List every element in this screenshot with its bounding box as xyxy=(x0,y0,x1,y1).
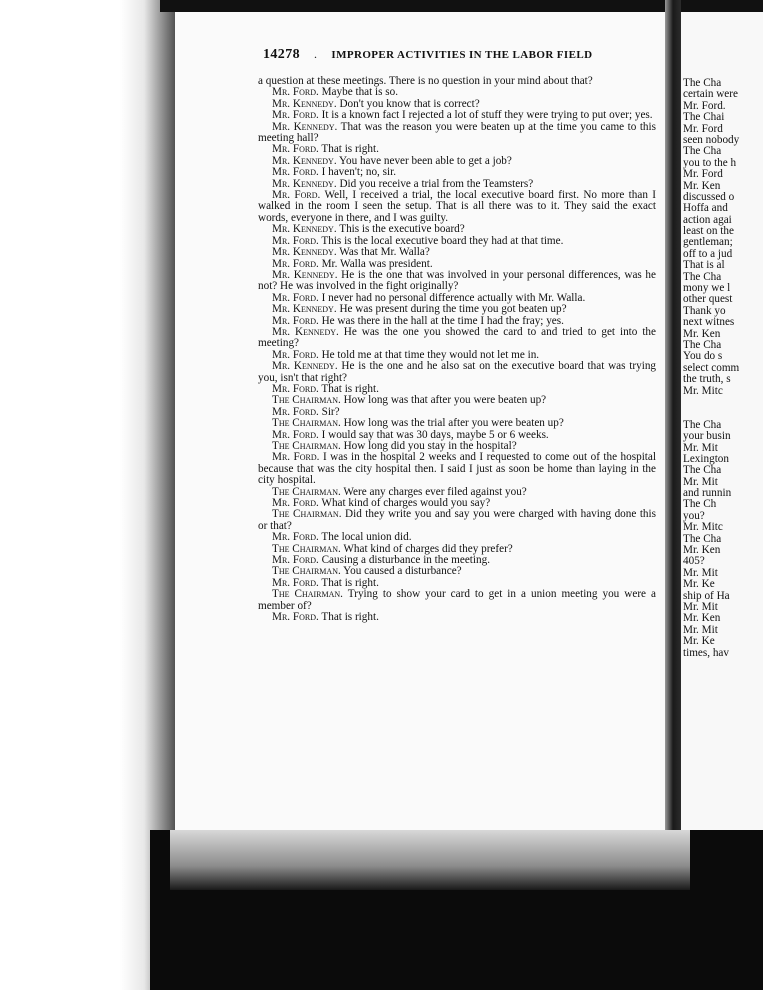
speaker-name: Mr. Ford. xyxy=(272,86,319,99)
right-page-line: Mr. Mit xyxy=(683,624,718,636)
speech-text: Causing a disturbance in the meeting. xyxy=(318,554,490,567)
right-page-line: Mr. Mitc xyxy=(683,522,723,534)
right-page-line: you to the h xyxy=(683,157,737,169)
running-title: IMPROPER ACTIVITIES IN THE LABOR FIELD xyxy=(331,49,593,61)
speaker-name: Mr. Kennedy. xyxy=(272,223,337,236)
speech-text: Were any charges ever filed against you? xyxy=(340,485,527,498)
right-page-line: The Cha xyxy=(683,146,722,158)
right-page-line: certain were xyxy=(683,89,738,101)
right-page-line: Mr. Ford xyxy=(683,169,723,181)
right-page-line: Mr. Mit xyxy=(683,567,718,579)
right-page-line: times, hav xyxy=(683,647,729,659)
testimony-paragraph xyxy=(258,589,656,612)
testimony-paragraph xyxy=(258,509,656,532)
right-page-line: other quest xyxy=(683,294,733,306)
testimony-paragraph xyxy=(258,122,656,145)
speech-text: That is right. xyxy=(318,382,379,395)
testimony-column xyxy=(258,76,656,624)
speaker-name: Mr. Ford. xyxy=(272,382,319,395)
speech-text: This is the executive board? xyxy=(336,223,465,236)
right-page-line: The Cha xyxy=(683,78,722,89)
speaker-name: Mr. Ford. xyxy=(272,166,319,179)
speech-text: I haven't; no, sir. xyxy=(318,166,397,179)
testimony-paragraph xyxy=(258,361,656,384)
speech-text: Don't you know that is correct? xyxy=(336,97,480,110)
speaker-name: Mr. Ford. xyxy=(272,405,319,418)
right-page-line: The Cha xyxy=(683,271,722,283)
speaker-name: Mr. Ford. xyxy=(272,143,319,156)
speech-text: It is a known fact I rejected a lot of stuff they were trying to put over; yes. xyxy=(318,109,653,122)
page-edge-shadow xyxy=(170,830,690,890)
speaker-name: Mr. Ford. xyxy=(272,234,319,247)
speaker-name: The Chairman. xyxy=(272,542,341,555)
right-page-line: The Cha xyxy=(683,465,722,477)
speaker-name: Mr. Ford. xyxy=(272,531,319,544)
speech-text: How long was that after you were beaten up? xyxy=(340,394,547,407)
speech-text: That was the reason you were beaten up at the time you came to this meeting hall? xyxy=(258,120,656,145)
right-page-line: discussed o xyxy=(683,191,735,203)
right-page-line: Mr. Ken xyxy=(683,180,721,192)
speaker-name: Mr. Ford. xyxy=(272,428,319,441)
speech-text: The local union did. xyxy=(318,531,412,544)
right-page-line: Mr. Mit xyxy=(683,476,718,488)
right-page-line: Mr. Ke xyxy=(683,579,715,591)
right-page-line xyxy=(683,397,763,408)
speech-text: I would say that was 30 days, maybe 5 or 6 weeks. xyxy=(318,428,549,441)
speaker-name: The Chairman. xyxy=(272,394,341,407)
speech-text: Did you receive a trial from the Teamsters? xyxy=(336,177,534,190)
speech-text: What kind of charges did they prefer? xyxy=(340,542,513,555)
page-number: 14278 xyxy=(263,47,300,62)
speaker-name: The Chairman. xyxy=(272,508,342,521)
speech-text: Well, I received a trial, the local executive board first. No more than I walked in the room I seen the setup. That is all there was to it. They said the exact words, everyone in there, and I was guilty. xyxy=(258,189,656,224)
right-page-line: 405? xyxy=(683,556,705,568)
speaker-name: Mr. Ford. xyxy=(272,497,319,510)
right-page-line: That is al xyxy=(683,260,725,272)
speech-text: That is right. xyxy=(318,576,379,589)
speaker-name: Mr. Kennedy. xyxy=(272,154,337,167)
right-page-line: Mr. Mitc xyxy=(683,385,723,397)
right-page-line: Mr. Ken xyxy=(683,328,721,340)
right-page-line: The Cha xyxy=(683,533,722,545)
speaker-name: Mr. Ford. xyxy=(272,348,319,361)
right-page-line: Mr. Ken xyxy=(683,545,721,557)
right-page-line: The Cha xyxy=(683,339,722,351)
speech-text: How long was the trial after you were beaten up? xyxy=(340,417,564,430)
speech-text: He is the one that was involved in your personal differences, was he not? He was involved in the fight originally? xyxy=(258,268,656,293)
speech-text: Trying to show your card to get in a union meeting you were a member of? xyxy=(258,588,656,612)
testimony-paragraph xyxy=(258,270,656,293)
speaker-name: Mr. Ford. xyxy=(272,257,319,270)
speech-text: a question at these meetings. There is no question in your mind about that? xyxy=(258,75,593,87)
speaker-name: Mr. Ford. xyxy=(272,576,319,589)
right-page-line: Mr. Ken xyxy=(683,613,721,625)
speaker-name: Mr. Ford. xyxy=(272,314,319,327)
right-page-line: Thank yo xyxy=(683,305,726,317)
speech-text: He was there in the hall at the time I had the fray; yes. xyxy=(318,314,564,327)
right-page-line: and runnin xyxy=(683,488,732,500)
right-page-line: off to a jud xyxy=(683,248,733,260)
running-head xyxy=(263,47,663,63)
header-separator: . xyxy=(314,47,318,61)
right-page-line: the truth, s xyxy=(683,374,731,386)
speaker-name: Mr. Ford. xyxy=(272,611,319,624)
speaker-name: Mr. Kennedy. xyxy=(272,177,337,190)
speech-text: He was present during the time you got beaten up? xyxy=(336,303,567,316)
right-page-line: action agai xyxy=(683,214,732,226)
right-page-line: ship of Ha xyxy=(683,590,730,602)
right-page-line: mony we l xyxy=(683,283,731,295)
speech-text: He told me at that time they would not let me in. xyxy=(318,348,540,361)
speech-text: You have never been able to get a job? xyxy=(336,154,512,167)
speaker-name: The Chairman. xyxy=(272,440,341,452)
speaker-name: Mr. Kennedy. xyxy=(272,325,339,338)
right-page-line: The Cha xyxy=(683,419,722,431)
speech-text: I never had no personal difference actually with Mr. Walla. xyxy=(318,291,586,304)
right-page-text-fragments xyxy=(683,78,763,659)
right-page-line: Mr. Ke xyxy=(683,636,715,648)
speaker-name: Mr. Kennedy. xyxy=(272,120,338,133)
speech-text: Did they write you and say you were charged with having done this or that? xyxy=(258,508,656,532)
testimony-paragraph xyxy=(258,612,656,623)
speech-text: Mr. Walla was president. xyxy=(318,257,433,270)
right-page-line: You do s xyxy=(683,351,723,363)
right-page-line: gentleman; xyxy=(683,237,733,249)
right-page-line: The Ch xyxy=(683,499,717,511)
right-page-line: The Chai xyxy=(683,112,725,124)
speaker-name: The Chairman. xyxy=(272,588,343,601)
right-page-line: next witnes xyxy=(683,317,735,329)
speaker-name: Mr. Kennedy. xyxy=(272,303,337,316)
speech-text: Sir? xyxy=(318,405,340,418)
speech-text: Maybe that is so. xyxy=(318,86,399,99)
speech-text: That is right. xyxy=(318,611,379,624)
right-page-line: select comm xyxy=(683,362,740,374)
testimony-paragraph xyxy=(258,190,656,224)
speaker-name: The Chairman. xyxy=(272,565,341,578)
speaker-name: Mr. Ford. xyxy=(272,291,319,304)
speech-text: That is right. xyxy=(318,143,379,156)
speaker-name: Mr. Ford. xyxy=(272,189,321,202)
right-page-line: Mr. Mit xyxy=(683,601,718,613)
testimony-paragraph xyxy=(258,327,656,350)
speaker-name: Mr. Ford. xyxy=(272,554,319,567)
speaker-name: Mr. Ford. xyxy=(272,109,319,122)
speaker-name: The Chairman. xyxy=(272,485,341,498)
right-page-line: Hoffa and xyxy=(683,203,728,215)
right-page-line: you? xyxy=(683,510,705,522)
right-page-line: Mr. Mit xyxy=(683,442,718,454)
right-page-line: seen nobody xyxy=(683,134,740,146)
speech-text: I was in the hospital 2 weeks and I requested to come out of the hospital because that was the city hospital then. I said I just as soon be home than laying in the city hospital. xyxy=(258,451,656,487)
right-page-line: Mr. Ford xyxy=(683,123,723,135)
right-page-line: your busin xyxy=(683,431,731,443)
speech-text: Was that Mr. Walla? xyxy=(336,246,430,259)
speaker-name: Mr. Ford. xyxy=(272,451,320,464)
right-page-line: Lexington xyxy=(683,453,729,465)
speaker-name: Mr. Kennedy. xyxy=(272,268,338,281)
right-page-line: Mr. Ford. xyxy=(683,100,726,112)
speech-text: He is the one and he also sat on the executive board that was trying you, isn't that right? xyxy=(258,360,657,384)
speech-text: He was the one you showed the card to and tried to get into the meeting? xyxy=(258,325,656,350)
speech-text: This is the local executive board they had at that time. xyxy=(318,234,564,247)
testimony-paragraph xyxy=(258,452,656,486)
speech-text: What kind of charges would you say? xyxy=(318,497,491,510)
speaker-name: Mr. Kennedy. xyxy=(272,246,337,259)
right-page-line: least on the xyxy=(683,226,734,238)
speaker-name: The Chairman. xyxy=(272,417,341,430)
speech-text: How long did you stay in the hospital? xyxy=(340,440,517,452)
speaker-name: Mr. Kennedy. xyxy=(272,97,337,110)
right-page-line xyxy=(683,408,763,419)
speaker-name: Mr. Kennedy. xyxy=(272,360,338,373)
speech-text: You caused a disturbance? xyxy=(340,565,462,578)
